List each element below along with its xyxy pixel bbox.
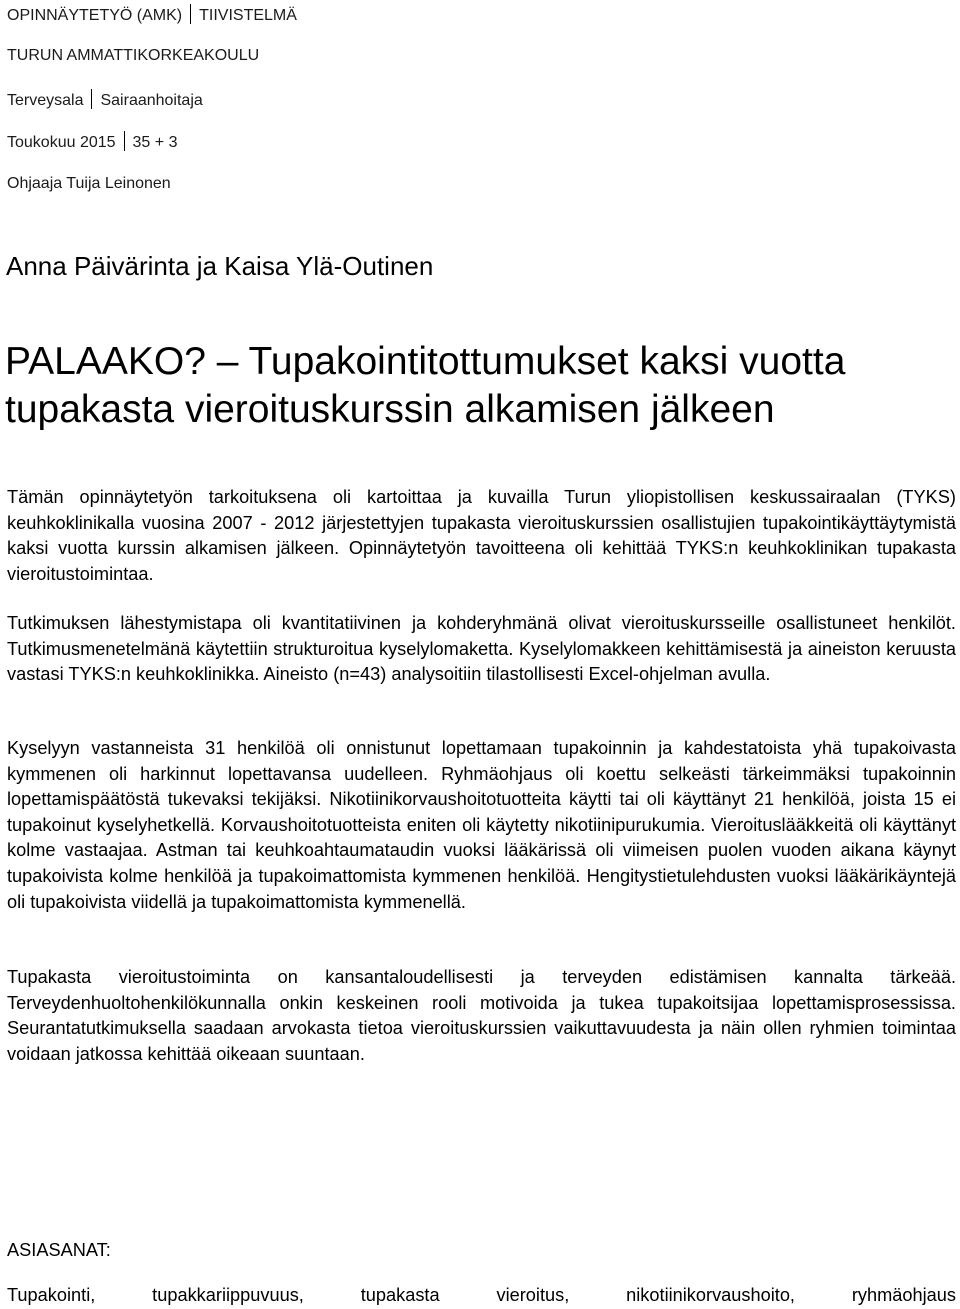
- keywords-text: Tupakointi, tupakkariippuvuus, tupakasta vieroitus, nikotiinikorvaushoito, ryhmäohjaus: [7, 1285, 956, 1305]
- field-line: [7, 89, 203, 111]
- doc-type: OPINNÄYTETYÖ (AMK): [7, 7, 183, 24]
- paragraph-methods: Tutkimuksen lähestymistapa oli kvantitatiivinen ja kohderyhmänä olivat vieroituskursseille osallistuneet henkilöt. Tutkimusmenetelmänä käytettiin strukturoitua kyselylomaketta. Kyselylomakkeen kehittämisestä ja aineiston keruusta vastasi TYKS:n keuhkoklinikka. Aineisto (n=43) analysoitiin tilastollisesti Excel-ohjelman avulla.: [7, 613, 956, 685]
- doc-type-line: [7, 4, 297, 26]
- separator: [91, 89, 92, 109]
- paragraph-results: Kyselyyn vastanneista 31 henkilöä oli onnistunut lopettamaan tupakoinnin ja kahdestatoista yhä tupakoivasta kymmenen oli harkinnut lopettavansa uudelleen. Ryhmäohjaus oli koettu selkeästi tärkeimmäksi tupakoinnin lopettamispäätöstä tukevaksi tekijäksi. Nikotiinikorvaushoitotuotteita käytti tai oli käyttänyt 21 henkilöä, joista 15 ei tupakoinut kyselyhetkellä. Korvaushoitotuotteista eniten oli käytetty nikotiinipurukumia. Vieroituslääkkeitä oli käyttänyt kolme vastaajaa. Astman tai keuhkoahtaumataudin vuoksi lääkärissä oli viimeisen puolen vuoden aikana käynyt tupakoivista kolme henkilöä ja tupakoimattomista kymmenen henkilöä. Hengitystietulehdusten vuoksi lääkärikäyntejä oli tupakoivista viidellä ja tupakoimattomista kymmenellä.: [7, 738, 956, 912]
- program: Sairaanhoitaja: [100, 92, 203, 109]
- paragraph-purpose: Tämän opinnäytetyön tarkoituksena oli kartoittaa ja kuvailla Turun yliopistollisen keskussairaalan (TYKS) keuhkoklinikalla vuosina 2007 - 2012 järjestettyjen tupakasta vieroituskurssien osallistujien tupakointikäyttäytymistä kaksi vuotta kurssin alkamisen jälkeen. Opinnäytetyön tavoitteena oli kehittää TYKS:n keuhkoklinikan tupakasta vieroitustoimintaa.: [7, 487, 956, 584]
- doc-section: TIIVISTELMÄ: [199, 7, 297, 24]
- thesis-title: PALAAKO? – Tupakointitottumukset kaksi vuotta tupakasta vieroituskurssin alkamisen jälkeen: [5, 340, 846, 431]
- separator: [124, 131, 125, 151]
- institution: TURUN AMMATTIKORKEAKOULU: [7, 47, 260, 64]
- separator: [190, 4, 191, 24]
- supervisor: Ohjaaja Tuija Leinonen: [7, 175, 171, 192]
- page-count: 35 + 3: [132, 134, 178, 151]
- authors: Anna Päivärinta ja Kaisa Ylä-Outinen: [6, 251, 434, 281]
- keywords-label: ASIASANAT:: [7, 1240, 111, 1260]
- paragraph-conclusion: Tupakasta vieroitustoiminta on kansantaloudellisesti ja terveyden edistämisen kannalta tärkeää. Terveydenhuoltohenkilökunnalla onkin keskeinen rooli motivoida ja tukea tupakoitsijaa lopettamisprosessissa. Seurantatutkimuksella saadaan arvokasta tietoa vieroituskurssien vaikuttavuudesta ja näin ollen ryhmien toimintaa voidaan jatkossa kehittää oikeaan suuntaan.: [7, 967, 956, 1064]
- date: Toukokuu 2015: [7, 134, 116, 151]
- date-line: [7, 131, 177, 153]
- field: Terveysala: [7, 92, 84, 109]
